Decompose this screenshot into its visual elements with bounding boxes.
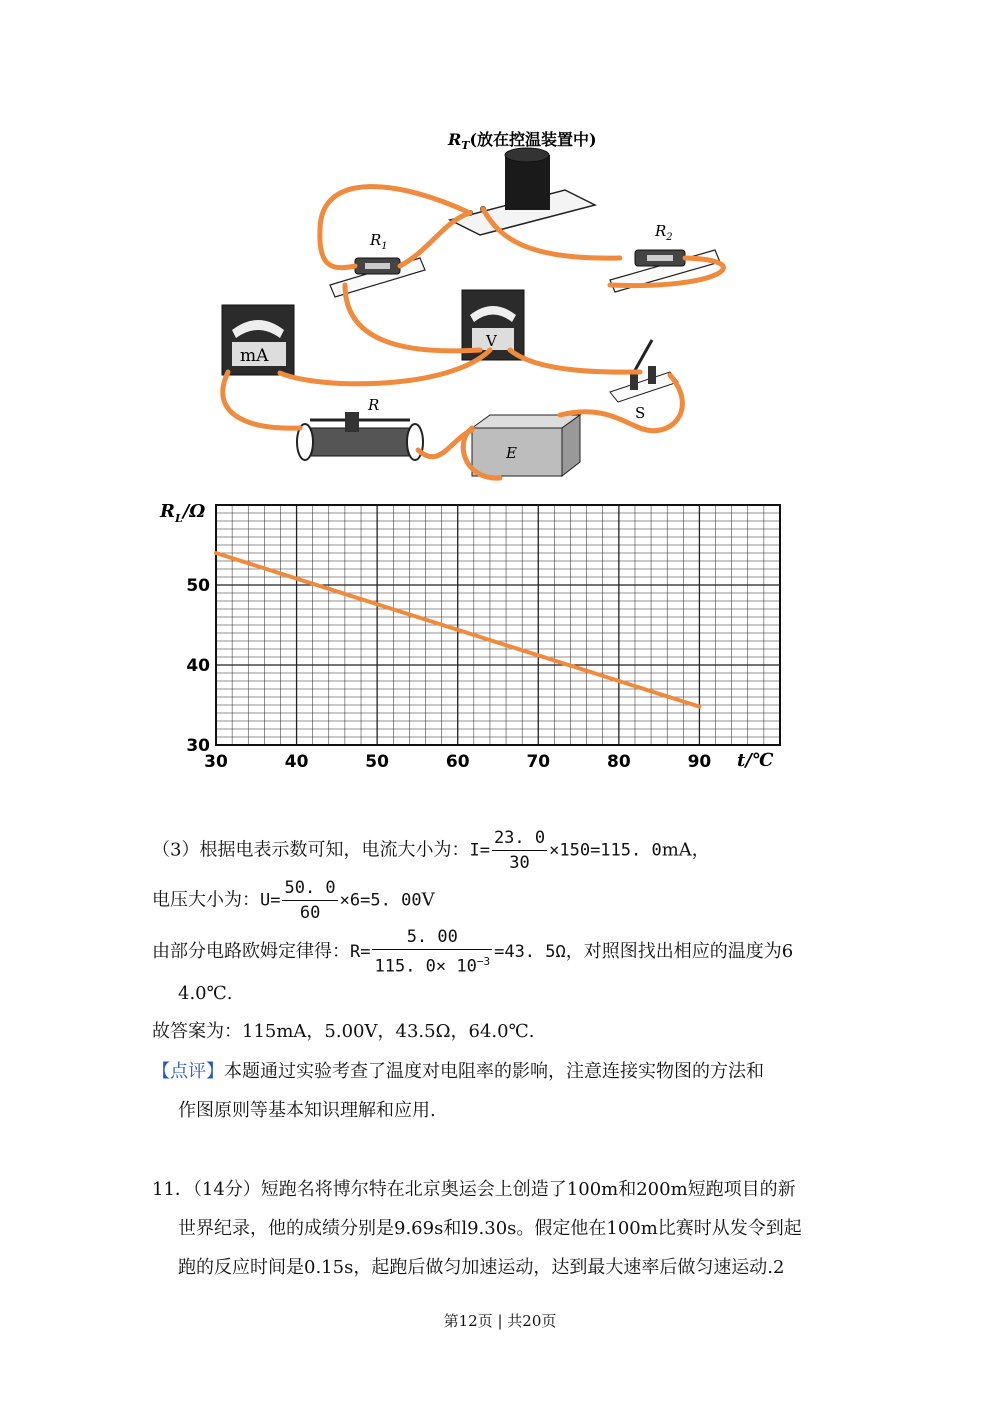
page-footer: 第12页 | 共20页 (443, 1312, 557, 1330)
chart-tick-labels (186, 576, 711, 772)
resistance-temperature-chart (150, 495, 800, 785)
x-tick-label: 70 (526, 752, 551, 772)
e-label: E (506, 444, 517, 462)
comment-tag: 【点评】 (152, 1061, 224, 1082)
rt-device (450, 148, 595, 235)
x-tick-label: 30 (204, 752, 228, 772)
battery-e (472, 415, 580, 476)
solution-line-1: （3）根据电表示数可知，电流大小为：I= $\frac{23. 0}{30}$ ×150=115. 0mA， (152, 828, 710, 873)
r1-label: $R_1$ (370, 231, 388, 252)
y-tick-label: 40 (186, 656, 210, 676)
circuit-diagram (200, 110, 800, 490)
solution-line-2: 电压大小为：U= $\frac{50. 0}{60}$ ×6=5. 00V (152, 878, 435, 923)
solution-line-4: 4.0℃. (178, 983, 233, 1004)
answer-line: 故答案为：115mA，5.00V，43.5Ω，64.0℃. (152, 1021, 535, 1042)
r-label: R (368, 396, 380, 414)
x-tick-label: 80 (607, 752, 631, 772)
rt-label: $R_T$(放在控温装置中) (448, 130, 597, 152)
question-11-line-2: 世界纪录，他的成绩分别是9.69s和l9.30s。假定他在100m比赛时从发令到起 (178, 1218, 802, 1239)
chart-grid (216, 505, 780, 745)
ma-label: mA (240, 346, 269, 366)
s-label: S (635, 404, 646, 422)
rheostat (297, 412, 423, 460)
x-tick-label: 90 (687, 752, 712, 772)
x-axis-label: t/℃ (737, 750, 774, 771)
x-tick-label: 60 (445, 752, 470, 772)
y-axis-label: $R_L/\Omega$ (160, 501, 206, 525)
r2-label: $R_2$ (655, 222, 673, 243)
comment-line-2: 作图原则等基本知识理解和应用. (178, 1100, 436, 1121)
x-tick-label: 50 (365, 752, 389, 772)
comment-line-1: 【点评】本题通过实验考查了温度对电阻率的影响，注意连接实物图的方法和 (152, 1061, 764, 1082)
question-11-line-1: 11．（14分）短跑名将博尔特在北京奥运会上创造了100m和200m短跑项目的新 (152, 1179, 796, 1200)
x-tick-label: 40 (284, 752, 309, 772)
y-tick-label: 50 (186, 576, 210, 596)
y-tick-label: 30 (186, 736, 210, 756)
solution-line-3: 由部分电路欧姆定律得：R= $\frac{5. 00}{115. 0\times 10^{-3}}$ =43. 5Ω，对照图找出相应的温度为6 (152, 927, 794, 977)
v-label: V (486, 332, 497, 350)
question-11-line-3: 跑的反应时间是0.15s，起跑后做匀加速运动，达到最大速率后做匀速运动.2 (178, 1257, 785, 1278)
